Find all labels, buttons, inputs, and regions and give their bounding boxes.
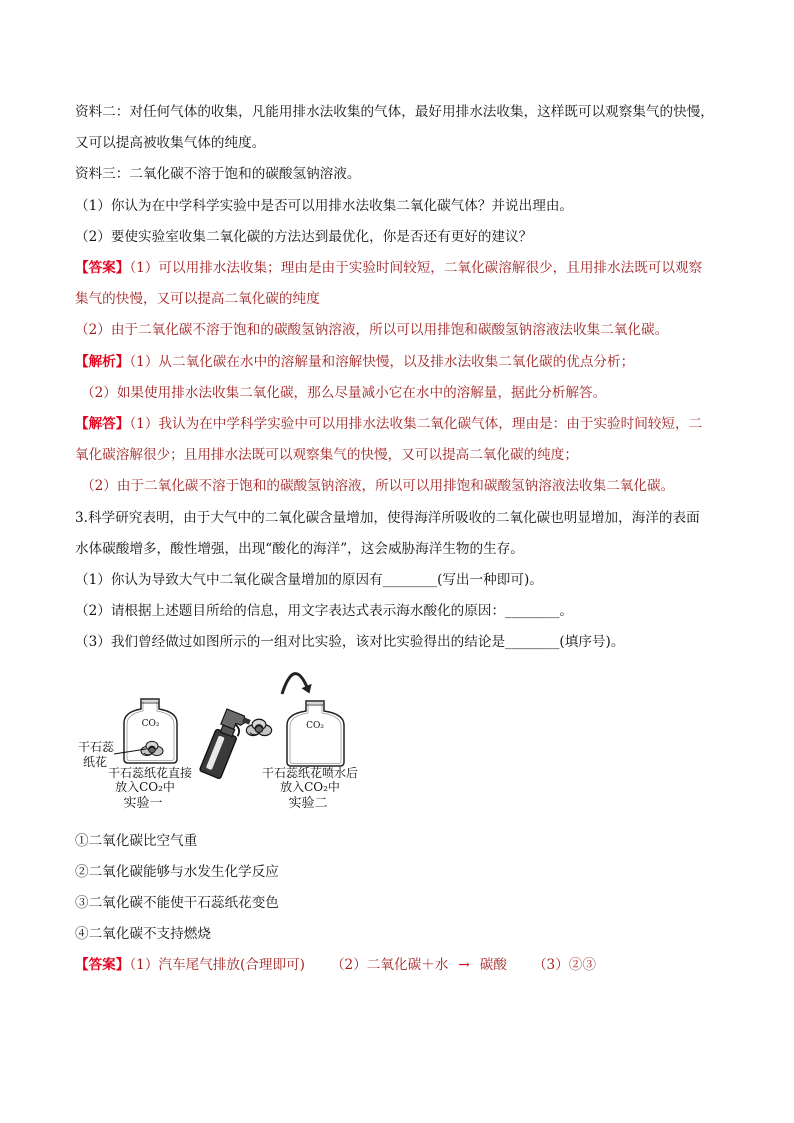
option-2: ②二氧化碳能够与水发生化学反应 [75, 863, 279, 880]
material-2-line-2: 又可以提高被收集气体的纯度。 [75, 135, 266, 152]
question-3-stem-line-1: 3.科学研究表明，由于大气中的二氧化碳含量增加，使得海洋所吸收的二氧化碳也明显增加，海洋的表面 [75, 509, 700, 526]
option-3: ③二氧化碳不能使干石蕊纸花变色 [75, 895, 279, 912]
answer-label: 【答案】 [75, 260, 130, 277]
experiment-2-title: 实验二 [288, 795, 328, 811]
experiment-figure [75, 659, 737, 826]
analysis-2-line-2: （2）如果使用排水法收集二氧化碳，那么尽量减小它在水中的溶解量，据此分析解答。 [81, 384, 607, 401]
material-3: 资料三：二氧化碳不溶于饱和的碳酸氢钠溶液。 [75, 166, 361, 183]
spray-bottle [199, 708, 251, 781]
gas-bottle-2-outline [287, 701, 344, 766]
analysis-2-line-1 [75, 347, 737, 378]
flower-label-line-1: 干石蕊 [78, 739, 115, 754]
experiment-1-caption-line-2: 放入CO₂中 [115, 779, 175, 794]
answer-3-part-1: （1）汽车尾气排放(合理即可) [129, 957, 305, 974]
gas-bottle-1-label: CO₂ [141, 718, 160, 729]
transfer-arrow-icon [282, 673, 312, 693]
answer-3-line [75, 950, 737, 981]
solution-2-line-3: （2）由于二氧化碳不溶于饱和的碳酸氢钠溶液，所以可以用排饱和碳酸氢钠溶液法收集二氧化碳。 [81, 478, 675, 495]
option-1: ①二氧化碳比空气重 [75, 832, 198, 849]
solution-2-text-1: （1）我认为在中学科学实验中可以用排水法收集二氧化碳气体，理由是：由于实验时间较短，二 [129, 416, 703, 433]
gas-bottle-2-label: CO₂ [306, 720, 324, 731]
question-3-stem-line-2: 水体碳酸增多，酸性增强，出现“酸化的海洋”，这会威胁海洋生物的生存。 [75, 540, 524, 557]
question-2-sub-1: （1）你认为在中学科学实验中是否可以用排水法收集二氧化碳气体？并说出理由。 [75, 197, 574, 214]
answer-2-text-1: （1）可以用排水法收集；理由是由于实验时间较短，二氧化碳溶解很少，且用排水法既可以观察 [129, 260, 703, 277]
experiment-1-title: 实验一 [123, 795, 163, 811]
answer-2-line-3: （2）由于二氧化碳不溶于饱和的碳酸氢钠溶液，所以可以用排饱和碳酸氢钠溶液法收集二氧化碳。 [75, 322, 669, 339]
answer-2-line-1 [75, 253, 737, 284]
solution-2-line-2: 氧化碳溶解很少；且用排水法既可以观察集气的快慢，又可以提高二氧化碳的纯度； [75, 447, 578, 464]
experiment-2 [199, 673, 358, 810]
question-3-sub-1: （1）你认为导致大气中二氧化碳含量增加的原因有________(写出一种即可)。 [75, 572, 543, 589]
question-3-sub-3: （3）我们曾经做过如图所示的一组对比实验，该对比实验得出的结论是________(填序号)。 [75, 634, 625, 651]
solution-label: 【解答】 [75, 416, 130, 433]
answer-3-part-2: （2）二氧化碳＋水 [330, 957, 449, 974]
page-content [75, 97, 737, 982]
experiment-2-caption-line-2: 放入CO₂中 [280, 779, 340, 794]
analysis-2-text-1: （1）从二氧化碳在水中的溶解量和溶解快慢，以及排水法收集二氧化碳的优点分析； [129, 353, 635, 370]
experiment-illustration [75, 659, 375, 826]
flower-label-line-2: 纸花 [83, 754, 108, 769]
question-2-sub-2: （2）要使实验室收集二氧化碳的方法达到最优化，你是否还有更好的建议？ [75, 228, 533, 245]
experiment-1-caption-line-1: 干石蕊纸花直接 [107, 765, 193, 780]
answer-2-line-2: 集气的快慢，又可以提高二氧化碳的纯度 [75, 291, 320, 308]
litmus-flower-1 [141, 741, 163, 755]
experiment-2-caption-line-1: 干石蕊纸花喷水后 [261, 765, 359, 780]
gas-bottle-2-inner [290, 703, 341, 764]
litmus-flower-2 [246, 719, 271, 735]
answer-label: 【答案】 [75, 957, 130, 974]
experiment-1 [78, 699, 192, 811]
solution-2-line-1 [75, 409, 737, 440]
answer-3-product: 碳酸 [479, 957, 507, 974]
option-4: ④二氧化碳不支持燃烧 [75, 926, 211, 943]
analysis-label: 【解析】 [75, 353, 130, 370]
question-3-sub-2: （2）请根据上述题目所给的信息，用文字表达式表示海水酸化的原因：________。 [75, 603, 574, 620]
reaction-arrow-icon: → [458, 957, 470, 974]
material-2-line-1: 资料二：对任何气体的收集，凡能用排水法收集的气体，最好用排水法收集，这样既可以观察集气的快慢， [75, 104, 714, 120]
answer-3-part-3: （3）②③ [532, 957, 596, 974]
